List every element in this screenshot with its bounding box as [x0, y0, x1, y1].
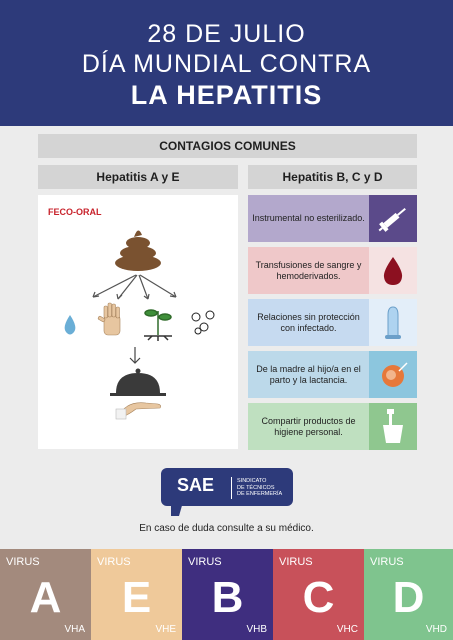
- virus-word: VIRUS: [188, 556, 222, 568]
- virus-letter: D: [392, 573, 425, 622]
- hand-icon: [98, 303, 120, 335]
- header-date: 28 DE JULIO: [147, 20, 306, 48]
- feces-icon: [115, 230, 161, 271]
- fetus-icon: [369, 351, 417, 398]
- logo-subtitle-line: SINDICATO: [237, 478, 267, 484]
- header-subtitle: DÍA MUNDIAL CONTRA: [81, 50, 372, 78]
- condom-icon: [369, 299, 417, 346]
- food-tray-icon: [110, 369, 166, 420]
- bacteria-icon: [192, 311, 214, 334]
- feco-oral-diagram: [38, 195, 238, 449]
- section-title: CONTAGIOS COMUNES: [38, 134, 417, 158]
- down-arrow: [130, 347, 140, 363]
- route-row: [248, 351, 417, 398]
- virus-card-e: [91, 549, 182, 640]
- plant-icon: [144, 310, 172, 341]
- column-title-hepatitis-b-c-d: Hepatitis B, C y D: [248, 165, 417, 189]
- logo-divider: [231, 477, 232, 499]
- virus-letter: B: [211, 573, 244, 622]
- route-text: Instrumental no esterilizado.: [248, 195, 369, 242]
- virus-code: VHD: [425, 624, 447, 635]
- virus-word: VIRUS: [97, 556, 131, 568]
- route-row: [248, 299, 417, 346]
- logo-subtitle: [237, 478, 282, 498]
- virus-card-a: [0, 549, 91, 640]
- syringe-icon: [369, 195, 417, 242]
- route-text: Compartir productos de higiene personal.: [248, 403, 369, 450]
- virus-word: VIRUS: [6, 556, 40, 568]
- header-title: LA HEPATITIS: [130, 80, 323, 110]
- virus-code: VHC: [336, 624, 358, 635]
- transmission-label: FECO-ORAL: [48, 207, 102, 217]
- virus-letter: A: [29, 573, 62, 622]
- logo-speech-tail: [171, 502, 183, 516]
- column-title-hepatitis-a-e: Hepatitis A y E: [38, 165, 238, 189]
- logo-subtitle-line: DE ENFERMERÍA: [237, 491, 283, 497]
- virus-card-d: [364, 549, 453, 640]
- water-drop-icon: [65, 315, 76, 335]
- virus-letter: C: [302, 573, 335, 622]
- virus-word: VIRUS: [370, 556, 404, 568]
- virus-code: VHB: [246, 624, 267, 635]
- route-text: De la madre al hijo/a en el parto y la lactancia.: [248, 351, 369, 398]
- virus-letter: E: [121, 573, 152, 622]
- virus-word: VIRUS: [279, 556, 313, 568]
- route-row: [248, 403, 417, 450]
- route-text: Transfusiones de sangre y hemoderivados.: [248, 247, 369, 294]
- sae-logo: [161, 468, 293, 506]
- blood-drop-icon: [369, 247, 417, 294]
- virus-code: VHE: [155, 624, 176, 635]
- virus-card-c: [273, 549, 364, 640]
- feco-oral-panel: [38, 195, 238, 449]
- virus-card-b: [182, 549, 273, 640]
- toothbrush-cup-icon: [369, 403, 417, 450]
- advice-text: En caso de duda consulte a su médico.: [139, 523, 314, 534]
- route-row: [248, 247, 417, 294]
- logo-brand: SAE: [177, 475, 215, 495]
- logo-subtitle-line: DE TÉCNICOS: [237, 484, 275, 491]
- route-row: [248, 195, 417, 242]
- header-banner: [0, 0, 453, 126]
- virus-code: VHA: [64, 624, 85, 635]
- spread-arrows: [93, 275, 176, 299]
- route-text: Relaciones sin protección con infectado.: [248, 299, 369, 346]
